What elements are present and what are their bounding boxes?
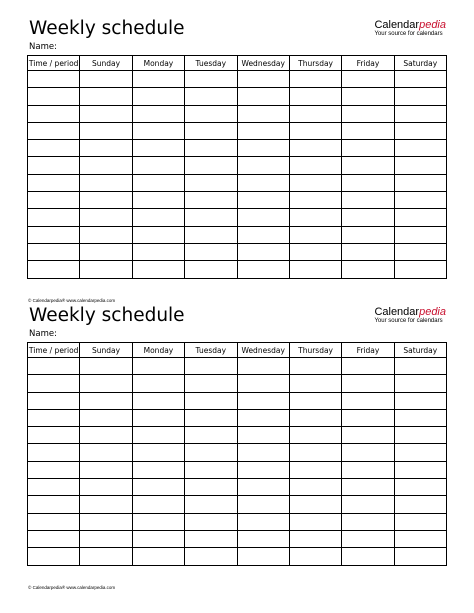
schedule-cell[interactable] (394, 261, 446, 278)
schedule-cell[interactable] (80, 226, 132, 243)
schedule-cell[interactable] (237, 461, 289, 478)
table-row (28, 209, 447, 226)
schedule-cell[interactable] (80, 548, 132, 565)
schedule-cell[interactable] (132, 427, 184, 444)
schedule-cell[interactable] (185, 209, 237, 226)
brand-name-accent: pedia (419, 306, 446, 318)
schedule-cell[interactable] (132, 409, 184, 426)
column-header-saturday: Saturday (394, 343, 446, 358)
schedule-cell[interactable] (394, 530, 446, 547)
schedule-cell[interactable] (132, 358, 184, 375)
schedule-cell[interactable] (237, 209, 289, 226)
schedule-cell[interactable] (185, 461, 237, 478)
table-row (28, 548, 447, 565)
schedule-cell[interactable] (185, 375, 237, 392)
schedule-cell[interactable] (132, 243, 184, 260)
table-row (28, 174, 447, 191)
schedule-cell[interactable] (289, 174, 341, 191)
column-header-monday: Monday (132, 343, 184, 358)
time-period-cell[interactable] (28, 226, 80, 243)
schedule-cell[interactable] (80, 530, 132, 547)
schedule-cell[interactable] (185, 71, 237, 88)
schedule-cell[interactable] (342, 209, 394, 226)
schedule-cell[interactable] (132, 261, 184, 278)
schedule-cell[interactable] (289, 358, 341, 375)
table-row (28, 105, 447, 122)
table-row (28, 513, 447, 530)
time-period-cell[interactable] (28, 261, 80, 278)
schedule-cell[interactable] (342, 261, 394, 278)
footer-credit: © Calendarpedia® www.calendarpedia.com (28, 298, 116, 303)
time-period-cell[interactable] (28, 209, 80, 226)
table-row (28, 71, 447, 88)
table-row (28, 461, 447, 478)
schedule-cell[interactable] (80, 71, 132, 88)
time-period-cell[interactable] (28, 174, 80, 191)
schedule-cell[interactable] (80, 209, 132, 226)
schedule-cell[interactable] (132, 392, 184, 409)
schedule-cell[interactable] (185, 261, 237, 278)
time-period-cell[interactable] (28, 513, 80, 530)
schedule-cell[interactable] (185, 409, 237, 426)
schedule-cell[interactable] (185, 548, 237, 565)
schedule-cell[interactable] (394, 88, 446, 105)
schedule-cell[interactable] (80, 174, 132, 191)
table-header-row (28, 343, 447, 358)
schedule-cell[interactable] (342, 427, 394, 444)
schedule-cell[interactable] (289, 392, 341, 409)
schedule-cell[interactable] (185, 243, 237, 260)
schedule-cell[interactable] (237, 174, 289, 191)
table-row (28, 496, 447, 513)
column-header-sunday: Sunday (80, 343, 132, 358)
schedule-cell[interactable] (237, 140, 289, 157)
column-header-wednesday: Wednesday (237, 343, 289, 358)
schedule-cell[interactable] (237, 261, 289, 278)
table-row (28, 261, 447, 278)
time-period-cell[interactable] (28, 157, 80, 174)
schedule-cell[interactable] (80, 375, 132, 392)
schedule-cell[interactable] (132, 122, 184, 139)
time-period-cell[interactable] (28, 375, 80, 392)
schedule-cell[interactable] (185, 105, 237, 122)
schedule-cell[interactable] (132, 140, 184, 157)
schedule-cell[interactable] (185, 174, 237, 191)
table-row (28, 157, 447, 174)
schedule-cell[interactable] (342, 157, 394, 174)
schedule-cell[interactable] (394, 243, 446, 260)
column-header-friday: Friday (342, 343, 394, 358)
schedule-cell[interactable] (80, 105, 132, 122)
schedule-cell[interactable] (342, 122, 394, 139)
schedule-cell[interactable] (237, 243, 289, 260)
schedule-cell[interactable] (185, 88, 237, 105)
time-period-cell[interactable] (28, 140, 80, 157)
schedule-cell[interactable] (342, 530, 394, 547)
schedule-cell[interactable] (342, 513, 394, 530)
schedule-cell[interactable] (80, 496, 132, 513)
schedule-cell[interactable] (342, 88, 394, 105)
schedule-sheet-2 (0, 305, 474, 590)
schedule-cell[interactable] (394, 358, 446, 375)
schedule-cell[interactable] (289, 157, 341, 174)
schedule-cell[interactable] (342, 444, 394, 461)
table-row (28, 192, 447, 209)
schedule-cell[interactable] (394, 496, 446, 513)
schedule-cell[interactable] (342, 140, 394, 157)
schedule-cell[interactable] (289, 444, 341, 461)
schedule-cell[interactable] (342, 71, 394, 88)
schedule-cell[interactable] (394, 375, 446, 392)
schedule-cell[interactable] (237, 427, 289, 444)
schedule-cell[interactable] (289, 71, 341, 88)
schedule-cell[interactable] (394, 157, 446, 174)
schedule-cell[interactable] (237, 479, 289, 496)
schedule-cell[interactable] (289, 140, 341, 157)
table-row (28, 392, 447, 409)
schedule-cell[interactable] (237, 375, 289, 392)
table-row (28, 226, 447, 243)
column-header-friday: Friday (342, 56, 394, 71)
time-period-cell[interactable] (28, 409, 80, 426)
brand-name-plain: Calendar (374, 306, 420, 318)
table-row (28, 530, 447, 547)
column-header-saturday: Saturday (394, 56, 446, 71)
time-period-cell[interactable] (28, 122, 80, 139)
schedule-cell[interactable] (394, 548, 446, 565)
schedule-cell[interactable] (80, 243, 132, 260)
table-row (28, 409, 447, 426)
schedule-cell[interactable] (185, 444, 237, 461)
table-row (28, 479, 447, 496)
column-header-monday: Monday (132, 56, 184, 71)
time-period-cell[interactable] (28, 496, 80, 513)
brand-tagline: Your source for calendars (374, 318, 443, 324)
schedule-cell[interactable] (237, 105, 289, 122)
schedule-cell[interactable] (289, 88, 341, 105)
column-header-wednesday: Wednesday (237, 56, 289, 71)
brand-tagline: Your source for calendars (374, 31, 443, 37)
schedule-cell[interactable] (80, 157, 132, 174)
schedule-cell[interactable] (394, 513, 446, 530)
schedule-cell[interactable] (80, 427, 132, 444)
schedule-cell[interactable] (342, 226, 394, 243)
schedule-cell[interactable] (394, 192, 446, 209)
schedule-cell[interactable] (289, 479, 341, 496)
schedule-cell[interactable] (80, 140, 132, 157)
column-header-time: Time / period (28, 343, 80, 358)
schedule-cell[interactable] (342, 548, 394, 565)
schedule-cell[interactable] (237, 530, 289, 547)
table-row (28, 140, 447, 157)
schedule-cell[interactable] (132, 105, 184, 122)
schedule-cell[interactable] (394, 174, 446, 191)
column-header-time: Time / period (28, 56, 80, 71)
column-header-thursday: Thursday (289, 56, 341, 71)
time-period-cell[interactable] (28, 427, 80, 444)
time-period-cell[interactable] (28, 358, 80, 375)
schedule-cell[interactable] (342, 479, 394, 496)
schedule-cell[interactable] (237, 122, 289, 139)
schedule-table (27, 342, 447, 566)
schedule-cell[interactable] (289, 427, 341, 444)
table-row (28, 243, 447, 260)
schedule-cell[interactable] (132, 513, 184, 530)
time-period-cell[interactable] (28, 548, 80, 565)
schedule-cell[interactable] (394, 427, 446, 444)
schedule-cell[interactable] (289, 226, 341, 243)
column-header-sunday: Sunday (80, 56, 132, 71)
page-title: Weekly schedule (29, 305, 185, 326)
schedule-body (28, 358, 447, 566)
schedule-cell[interactable] (237, 496, 289, 513)
schedule-cell[interactable] (342, 174, 394, 191)
time-period-cell[interactable] (28, 192, 80, 209)
table-row (28, 444, 447, 461)
schedule-cell[interactable] (132, 496, 184, 513)
schedule-cell[interactable] (289, 530, 341, 547)
schedule-cell[interactable] (342, 375, 394, 392)
schedule-cell[interactable] (132, 174, 184, 191)
schedule-body (28, 71, 447, 279)
schedule-cell[interactable] (132, 226, 184, 243)
schedule-table (27, 55, 447, 279)
schedule-cell[interactable] (185, 157, 237, 174)
schedule-cell[interactable] (80, 513, 132, 530)
schedule-cell[interactable] (237, 392, 289, 409)
schedule-cell[interactable] (289, 513, 341, 530)
schedule-cell[interactable] (289, 375, 341, 392)
schedule-cell[interactable] (185, 513, 237, 530)
schedule-cell[interactable] (394, 409, 446, 426)
schedule-cell[interactable] (237, 409, 289, 426)
schedule-cell[interactable] (185, 530, 237, 547)
schedule-cell[interactable] (289, 548, 341, 565)
footer-credit: © Calendarpedia® www.calendarpedia.com (28, 585, 116, 590)
time-period-cell[interactable] (28, 71, 80, 88)
schedule-cell[interactable] (237, 88, 289, 105)
brand-logo (374, 306, 446, 325)
schedule-cell[interactable] (289, 461, 341, 478)
schedule-cell[interactable] (394, 209, 446, 226)
time-period-cell[interactable] (28, 444, 80, 461)
schedule-cell[interactable] (132, 548, 184, 565)
schedule-cell[interactable] (342, 243, 394, 260)
schedule-cell[interactable] (132, 444, 184, 461)
table-header-row (28, 56, 447, 71)
schedule-cell[interactable] (394, 479, 446, 496)
schedule-cell[interactable] (132, 71, 184, 88)
schedule-cell[interactable] (185, 392, 237, 409)
schedule-cell[interactable] (132, 461, 184, 478)
schedule-cell[interactable] (237, 548, 289, 565)
schedule-cell[interactable] (185, 192, 237, 209)
schedule-cell[interactable] (289, 209, 341, 226)
column-header-tuesday: Tuesday (185, 343, 237, 358)
time-period-cell[interactable] (28, 243, 80, 260)
schedule-cell[interactable] (237, 358, 289, 375)
schedule-cell[interactable] (394, 226, 446, 243)
time-period-cell[interactable] (28, 105, 80, 122)
schedule-cell[interactable] (80, 444, 132, 461)
schedule-cell[interactable] (342, 409, 394, 426)
schedule-sheet-1 (0, 18, 474, 303)
schedule-cell[interactable] (185, 122, 237, 139)
schedule-cell[interactable] (342, 105, 394, 122)
name-label: Name: (29, 329, 57, 339)
schedule-cell[interactable] (289, 122, 341, 139)
schedule-cell[interactable] (394, 122, 446, 139)
schedule-cell[interactable] (185, 140, 237, 157)
schedule-cell[interactable] (342, 358, 394, 375)
schedule-cell[interactable] (394, 461, 446, 478)
time-period-cell[interactable] (28, 530, 80, 547)
schedule-cell[interactable] (289, 261, 341, 278)
schedule-cell[interactable] (132, 157, 184, 174)
table-row (28, 88, 447, 105)
schedule-cell[interactable] (342, 461, 394, 478)
schedule-cell[interactable] (289, 192, 341, 209)
brand-name-accent: pedia (419, 19, 446, 31)
schedule-cell[interactable] (185, 479, 237, 496)
column-header-tuesday: Tuesday (185, 56, 237, 71)
schedule-cell[interactable] (80, 461, 132, 478)
schedule-cell[interactable] (80, 88, 132, 105)
schedule-cell[interactable] (132, 88, 184, 105)
schedule-cell[interactable] (394, 444, 446, 461)
schedule-cell[interactable] (237, 513, 289, 530)
schedule-cell[interactable] (80, 392, 132, 409)
brand-name-plain: Calendar (374, 19, 420, 31)
schedule-cell[interactable] (237, 71, 289, 88)
schedule-cell[interactable] (185, 496, 237, 513)
schedule-cell[interactable] (289, 243, 341, 260)
time-period-cell[interactable] (28, 479, 80, 496)
schedule-cell[interactable] (342, 192, 394, 209)
schedule-cell[interactable] (132, 530, 184, 547)
time-period-cell[interactable] (28, 88, 80, 105)
table-row (28, 427, 447, 444)
name-label: Name: (29, 42, 57, 52)
schedule-cell[interactable] (394, 105, 446, 122)
schedule-cell[interactable] (394, 140, 446, 157)
column-header-thursday: Thursday (289, 343, 341, 358)
table-row (28, 358, 447, 375)
schedule-cell[interactable] (394, 71, 446, 88)
schedule-cell[interactable] (132, 479, 184, 496)
schedule-cell[interactable] (80, 192, 132, 209)
schedule-cell[interactable] (289, 496, 341, 513)
schedule-cell[interactable] (185, 427, 237, 444)
schedule-cell[interactable] (80, 358, 132, 375)
schedule-cell[interactable] (237, 444, 289, 461)
brand-logo (374, 19, 446, 38)
schedule-cell[interactable] (237, 226, 289, 243)
table-row (28, 375, 447, 392)
schedule-cell[interactable] (185, 358, 237, 375)
time-period-cell[interactable] (28, 392, 80, 409)
time-period-cell[interactable] (28, 461, 80, 478)
schedule-cell[interactable] (132, 192, 184, 209)
table-row (28, 122, 447, 139)
schedule-cell[interactable] (342, 496, 394, 513)
schedule-cell[interactable] (80, 479, 132, 496)
schedule-cell[interactable] (394, 392, 446, 409)
schedule-cell[interactable] (289, 409, 341, 426)
schedule-cell[interactable] (80, 261, 132, 278)
schedule-cell[interactable] (342, 392, 394, 409)
schedule-cell[interactable] (237, 192, 289, 209)
schedule-cell[interactable] (132, 375, 184, 392)
schedule-cell[interactable] (80, 122, 132, 139)
schedule-cell[interactable] (237, 157, 289, 174)
schedule-cell[interactable] (132, 209, 184, 226)
schedule-cell[interactable] (185, 226, 237, 243)
schedule-cell[interactable] (289, 105, 341, 122)
schedule-cell[interactable] (80, 409, 132, 426)
page-title: Weekly schedule (29, 18, 185, 39)
